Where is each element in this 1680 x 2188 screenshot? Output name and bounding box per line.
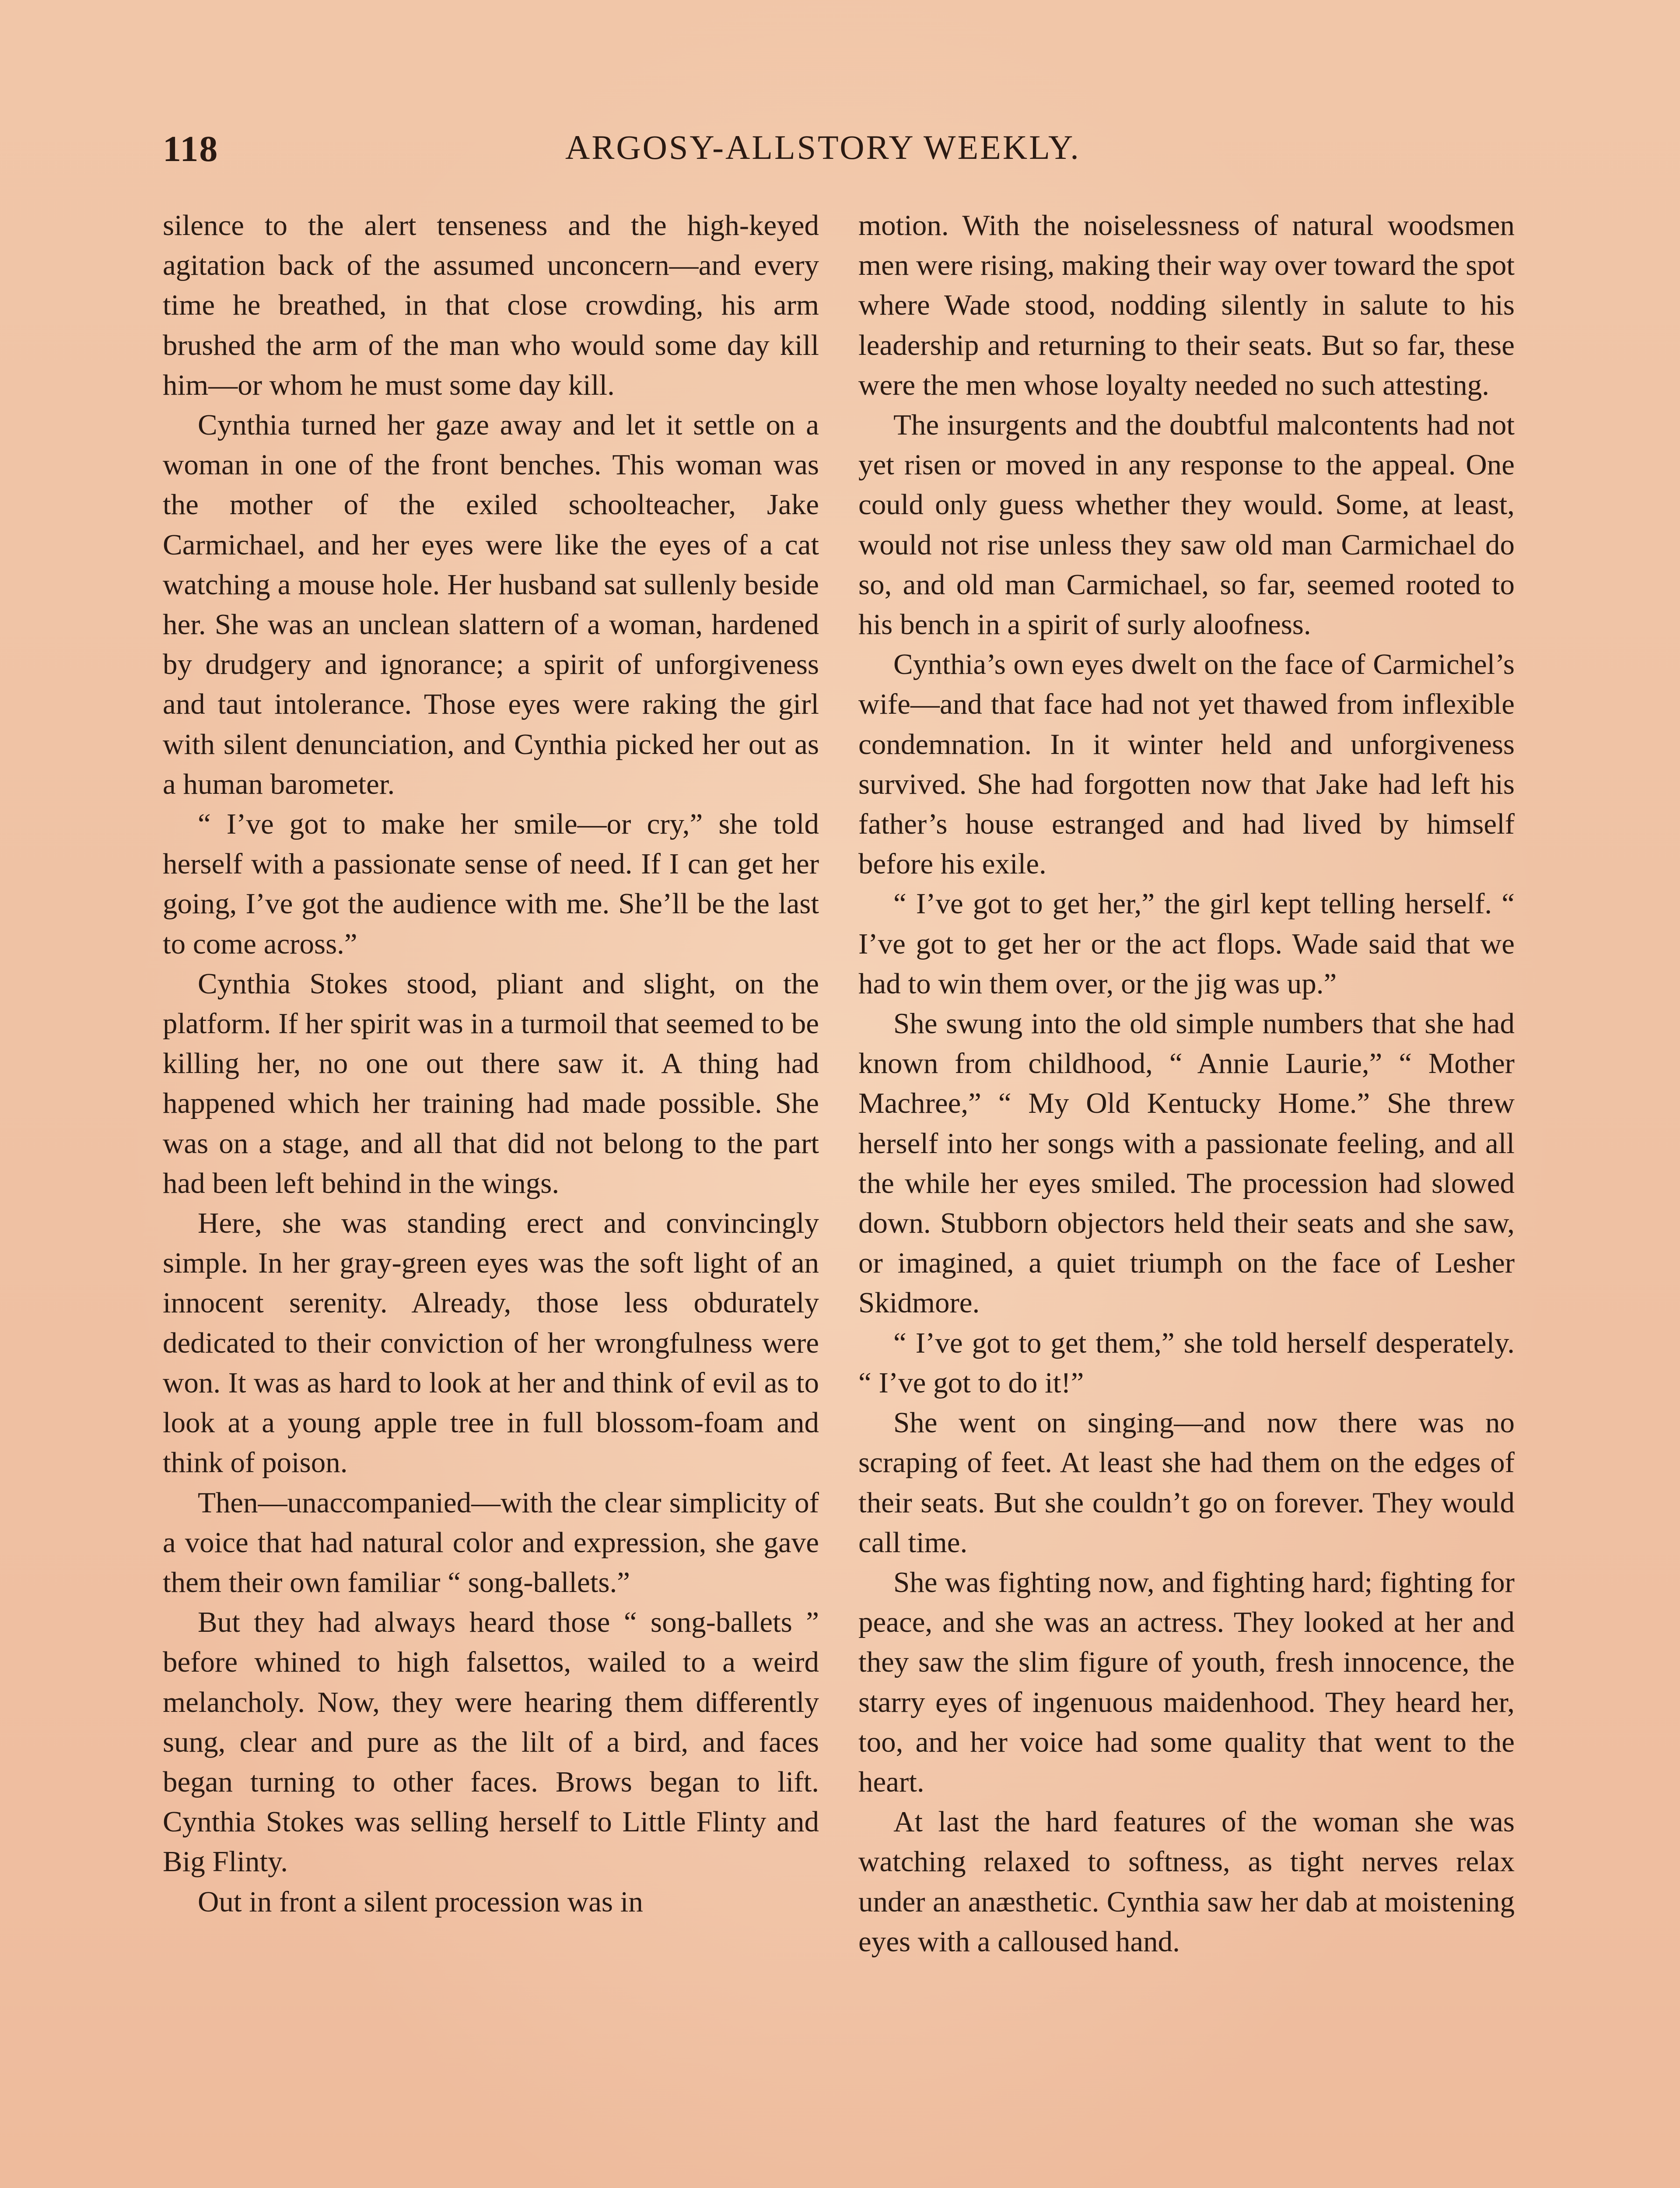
left-column [163,206,819,1922]
paragraph: But they had always heard those “ song-ballets ” before whined to high falsettos, wailed to a weird melancholy. Now, they were hearing them differently sung, clear and pure as the lilt of a bird, and faces began turning to other faces. Brows began to lift. Cynthia Stokes was selling herself to Little Flinty and Big Flinty. [163,1606,819,1878]
paragraph: Cynthia Stokes stood, pliant and slight, on the platform. If her spirit was in a turmoil that seemed to be killing her, no one out there saw it. A thing had happened which her training had made possible. She was on a stage, and all that did not belong to the part had been left behind in the wings. [163,967,819,1199]
paragraph: She went on singing—and now there was no scraping of feet. At least she had them on the edges of their seats. But she couldn’t go on forever. They would call time. [858,1406,1515,1559]
page-number: 118 [163,129,219,169]
paragraph: Cynthia turned her gaze away and let it settle on a woman in one of the front benches. This woman was the mother of the exiled schoolteacher, Jake Carmichael, and her eyes were like the eyes of a cat watching a mouse hole. Her husband sat sullenly beside her. She was an unclean slattern of a woman, hardened by drudgery and ignorance; a spirit of unforgiveness and taut intolerance. Those eyes were raking the girl with silent denunciation, and Cynthia picked her out as a human barometer. [163,409,819,800]
paragraph: Cynthia’s own eyes dwelt on the face of Carmichel’s wife—and that face had not yet thawed from inflexible condemnation. In it winter held and unforgiveness survived. She had forgotten now that Jake had left his father’s house estranged and had lived by himself before his exile. [858,648,1515,880]
paragraph: motion. With the noiselessness of natural woodsmen men were rising, making their way over toward the spot where Wade stood, nodding silently in salute to his leadership and returning to their seats. But so far, these were the men whose loyalty needed no such attesting. [858,209,1515,401]
paragraph: “ I’ve got to get them,” she told herself desperately. “ I’ve got to do it!” [858,1326,1515,1399]
paragraph: At last the hard features of the woman she was watching relaxed to softness, as tight nerves relax under an anæsthetic. Cynthia saw her dab at moistening eyes with a calloused hand. [858,1806,1515,1958]
paragraph: Here, she was standing erect and convincingly simple. In her gray-green eyes was the soft light of an innocent serenity. Already, those less obdurately dedicated to their conviction of her wrongfulness were won. It was as hard to look at her and think of evil as to look at a young apple tree in full blossom-foam and think of poison. [163,1207,819,1479]
paragraph: Then—unaccompanied—with the clear simplicity of a voice that had natural color and expression, she gave them their own familiar “ song-ballets.” [163,1486,819,1599]
page-header [163,128,1541,176]
paragraph: “ I’ve got to make her smile—or cry,” she told herself with a passionate sense of need. If I can get her going, I’ve got the audience with me. She’ll be the last to come across.” [163,808,819,960]
running-title: ARGOSY-ALLSTORY WEEKLY. [565,128,1081,166]
paragraph: She swung into the old simple numbers that she had known from childhood, “ Annie Laurie,” “ Mother Machree,” “ My Old Kentucky Home.” She threw herself into her songs with a passionate feeling, and all the while her eyes smiled. The procession had slowed down. Stubborn objectors held their seats and she saw, or imagined, a quiet triumph on the face of Lesher Skidmore. [858,1007,1515,1319]
paragraph: “ I’ve got to get her,” the girl kept telling herself. “ I’ve got to get her or the act flops. Wade said that we had to win them over, or the jig was up.” [858,887,1515,1000]
paragraph: She was fighting now, and fighting hard; fighting for peace, and she was an actress. They looked at her and they saw the slim figure of youth, fresh innocence, the starry eyes of ingenuous maidenhood. They heard her, too, and her voice had some quality that went to the heart. [858,1566,1515,1798]
paragraph: The insurgents and the doubtful malcontents had not yet risen or moved in any response to the appeal. One could only guess whether they would. Some, at least, would not rise unless they saw old man Carmichael do so, and old man Carmichael, so far, seemed rooted to his bench in a spirit of surly aloofness. [858,409,1515,641]
paragraph: Out in front a silent procession was in [198,1885,643,1918]
paragraph: silence to the alert tenseness and the high-keyed agitation back of the assumed unconcern—and every time he breathed, in that close crowding, his arm brushed the arm of the man who would some day kill him—or whom he must some day kill. [163,209,819,401]
right-column [858,206,1515,1962]
